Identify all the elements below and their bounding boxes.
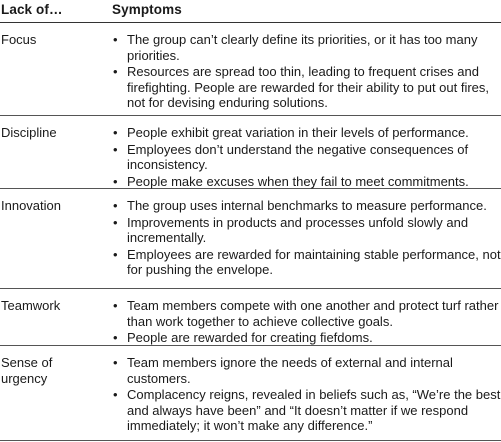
row-label: Sense of urgency	[1, 355, 53, 386]
list-item: • Team members compete with one another and protect turf rather than work together to achieve collective goals.	[113, 298, 499, 329]
bullet-icon: •	[113, 32, 118, 47]
list-item: • People exhibit great variation in their levels of performance.	[113, 125, 469, 140]
row-label: Innovation	[1, 198, 61, 213]
symptom-list	[112, 125, 501, 190]
symptom-list	[112, 198, 501, 279]
list-item: • Employees are rewarded for maintaining stable performance, not for pushing the envelope.	[113, 246, 501, 277]
bullet-icon: •	[113, 141, 118, 157]
list-item: • Employees don’t understand the negative consequences of inconsistency.	[113, 141, 469, 172]
bullet-icon: •	[113, 198, 118, 213]
row-label: Teamwork	[1, 298, 61, 313]
table-row-discipline	[0, 116, 501, 189]
bullet-icon: •	[113, 355, 118, 370]
bullet-icon: •	[113, 214, 118, 230]
table-row-sense-of-urgency	[0, 346, 501, 441]
bullet-icon: •	[113, 298, 118, 313]
list-item: • Team members ignore the needs of external and internal customers.	[113, 355, 453, 386]
table-row-innovation	[0, 189, 501, 289]
list-item: • Complacency reigns, revealed in beliefs such as, “We’re the best and always have been” and “It doesn’t matter if we respond immediately; it won’t make any difference.”	[113, 387, 501, 433]
list-item: • Resources are spread too thin, leading to frequent crises and firefighting. People are rewarded for their ability to put out fires, not for devising enduring solutions.	[113, 64, 490, 110]
symptom-list	[112, 298, 501, 347]
row-label: Focus	[1, 32, 37, 47]
bullet-icon: •	[113, 330, 118, 345]
symptom-list	[112, 355, 501, 435]
header-symptoms: Symptoms	[112, 2, 182, 17]
table-row-focus	[0, 23, 501, 116]
list-item: • People make excuses when they fail to meet commitments.	[113, 173, 469, 189]
list-item: • The group can’t clearly define its priorities, or it has too many priorities.	[113, 32, 478, 63]
symptom-list	[112, 32, 501, 112]
list-item: • The group uses internal benchmarks to measure performance.	[113, 198, 487, 213]
table-row-teamwork	[0, 289, 501, 346]
list-item: • Improvements in products and processes unfold slowly and incrementally.	[113, 214, 469, 245]
bullet-icon: •	[113, 387, 118, 402]
list-item: • People are rewarded for creating fiefdoms.	[113, 330, 373, 345]
row-label: Discipline	[1, 125, 57, 140]
bullet-icon: •	[113, 246, 118, 262]
bullet-icon: •	[113, 125, 118, 140]
bullet-icon: •	[113, 64, 118, 79]
bullet-icon: •	[113, 173, 118, 189]
header-lack-of: Lack of…	[1, 2, 63, 17]
table-header	[0, 0, 501, 23]
